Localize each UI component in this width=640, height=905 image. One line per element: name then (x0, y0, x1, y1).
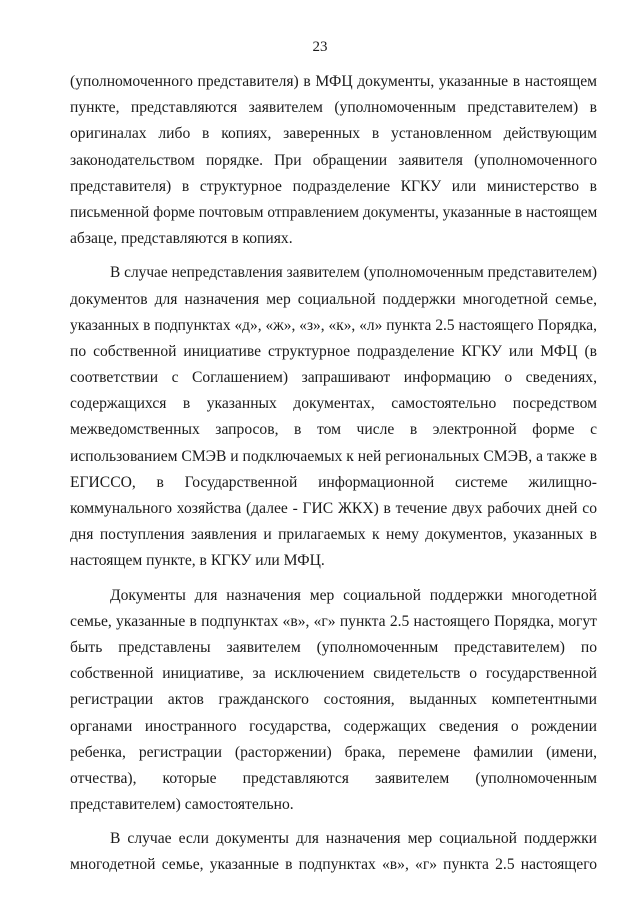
paragraph-2 (70, 260, 597, 574)
text-line: регистрации актов гражданского состояния, выданных компетентными (70, 691, 597, 709)
text-line: представителя) в структурное подразделение КГКУ или министерство в (70, 177, 597, 195)
page-number: 23 (312, 39, 328, 55)
text-line: органами иностранного государства, содержащих сведения о рождении (70, 717, 597, 735)
text-line: дня поступления заявления и прилагаемых к нему документов, указанных в (70, 526, 597, 544)
text-line: оригиналах либо в копиях, заверенных в установленном действующим (70, 125, 597, 143)
text-line: соответствии с Соглашением) запрашивают информацию о сведениях, (70, 369, 597, 387)
text-line: законодательством порядке. При обращении заявителя (уполномоченного (70, 151, 597, 169)
text-line: отчества), которые представляются заявителем (уполномоченным (70, 769, 597, 787)
text-line: межведомственных запросов, в том числе в электронной форме с (70, 421, 597, 439)
text-line: быть представлены заявителем (уполномоченным представителем) по (70, 638, 597, 656)
paragraph-3 (70, 583, 597, 819)
text-line: пункте, представляются заявителем (уполномоченным представителем) в (70, 99, 597, 117)
text-line: семье, указанные в подпунктах «в», «г» пункта 2.5 настоящего Порядка, могут (70, 612, 597, 630)
text-line: указанных в подпунктах «д», «ж», «з», «к», «л» пункта 2.5 настоящего Порядка, (70, 316, 597, 334)
text-line: коммунального хозяйства (далее - ГИС ЖКХ) в течение двух рабочих дней со (70, 500, 597, 517)
text-line: представителем) самостоятельно. (70, 796, 294, 814)
text-line: В случае непредставления заявителем (уполномоченным представителем) (110, 264, 598, 282)
text-line: настоящем пункте, в КГКУ или МФЦ. (70, 552, 325, 570)
text-line: по собственной инициативе структурное подразделение КГКУ или МФЦ (в (70, 342, 597, 360)
paragraph-4 (70, 826, 597, 878)
text-line: В случае если документы для назначения мер социальной поддержки (110, 830, 597, 848)
document-body (70, 69, 597, 881)
text-line: ребенка, регистрации (расторжении) брака, перемене фамилии (имени, (70, 743, 597, 761)
text-line: документов для назначения мер социальной поддержки многодетной семье, (70, 290, 597, 308)
text-line: ЕГИССО, в Государственной информационной системе жилищно- (70, 473, 597, 491)
text-line: (уполномоченного представителя) в МФЦ документы, указанные в настоящем (70, 73, 597, 90)
text-line: содержащихся в указанных документах, самостоятельно посредством (70, 395, 597, 413)
text-line: многодетной семье, указанные в подпунктах «в», «г» пункта 2.5 настоящего (70, 856, 597, 874)
paragraph-1 (70, 69, 597, 252)
text-line: письменной форме почтовым отправлением документы, указанные в настоящем (70, 203, 598, 221)
text-line: абзаце, представляются в копиях. (70, 230, 293, 248)
text-line: собственной инициативе, за исключением свидетельств о государственной (70, 665, 597, 683)
text-line: использованием СМЭВ и подключаемых к ней региональных СМЭВ, а также в (70, 447, 598, 465)
text-line: Документы для назначения мер социальной поддержки многодетной (110, 586, 597, 604)
